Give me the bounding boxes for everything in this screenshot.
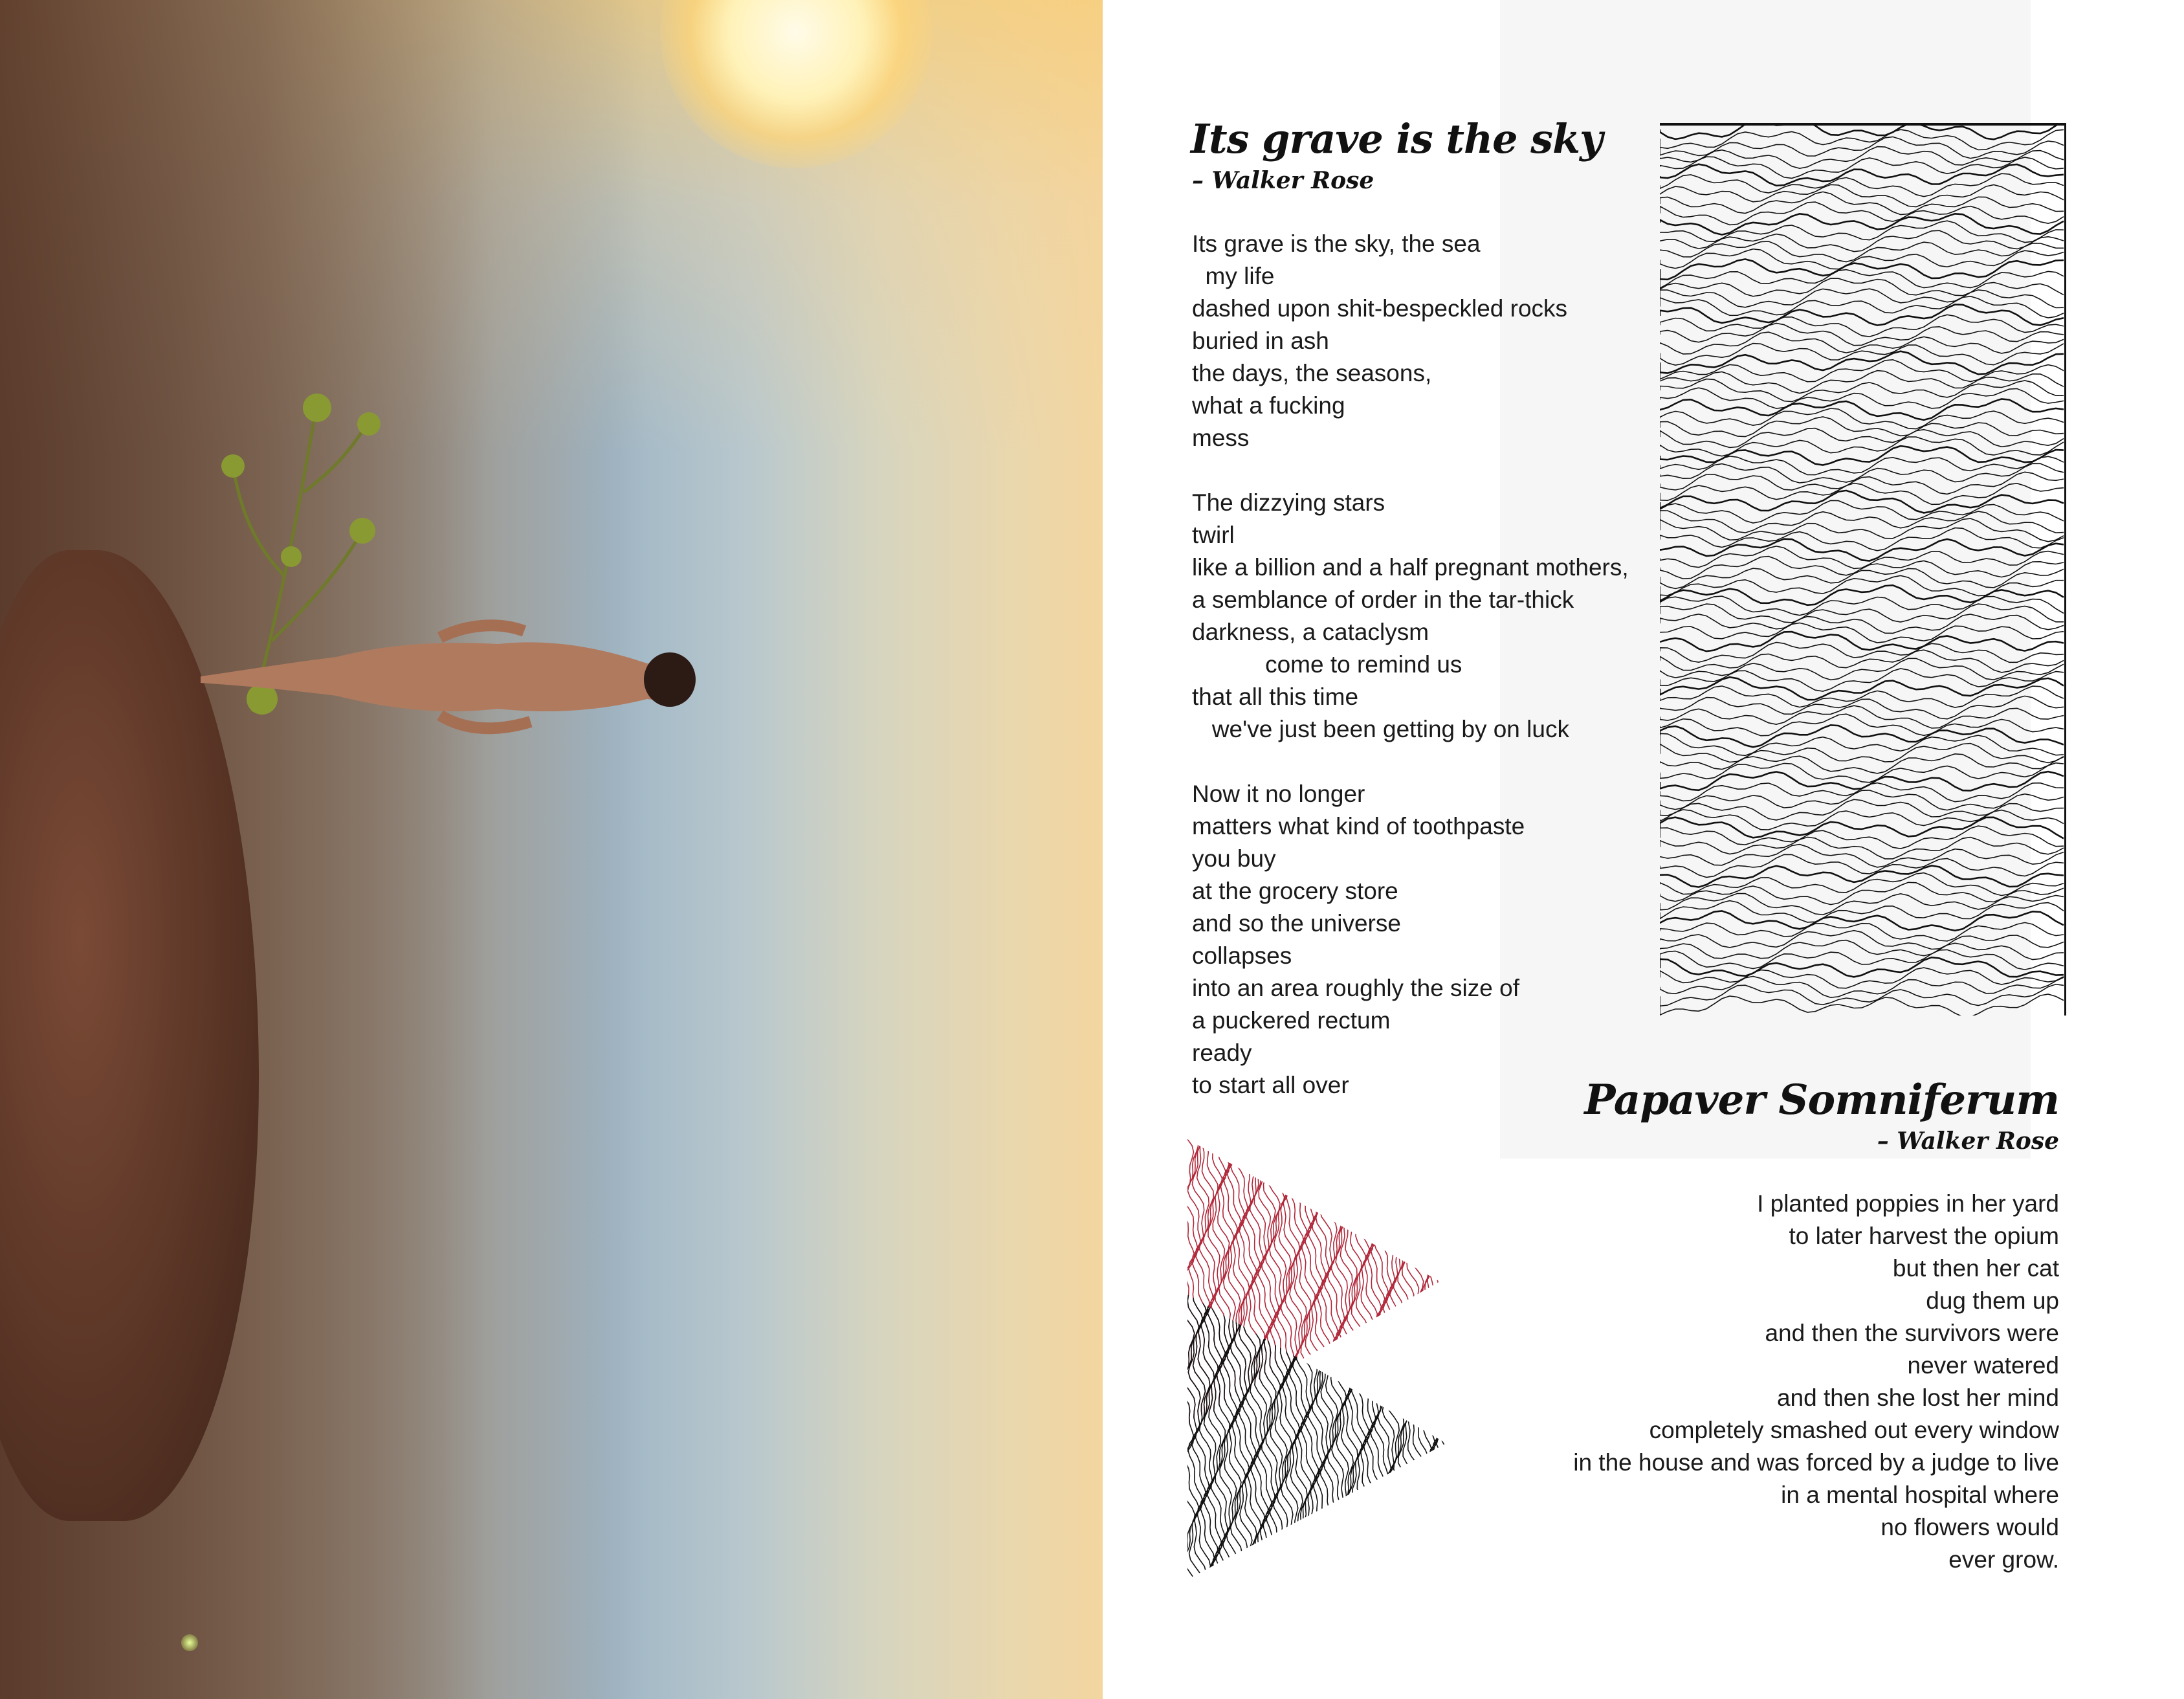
hatch-line [1312,1294,1327,1586]
hatch-line [1444,1139,1459,1424]
poem-line: dug them up [1926,1287,2059,1314]
wave-line [1660,949,2064,970]
hatch-line [1204,1139,1219,1424]
poem-line: in a mental hospital where [1781,1482,2059,1508]
wave-line [1660,643,2064,663]
poem-line: and then the survivors were [1765,1320,2059,1346]
hatch-line [1200,1294,1215,1586]
hatch-line [1448,1139,1459,1424]
wave-line [1660,810,2064,830]
wave-line [1660,614,2064,634]
poem-line: collapses [1192,942,1292,969]
poem-byline: – Walker Rose [1877,1127,2059,1155]
poem-line: at the grocery store [1192,878,1398,904]
wave-line [1660,296,2064,318]
poem-line: dashed upon shit-bespeckled rocks [1192,295,1568,322]
wave-line [1660,463,2064,483]
poem-title: Its grave is the sky [1191,115,1603,162]
hatch-line [1413,1294,1428,1586]
wave-line [1660,686,2064,707]
poem-line: Now it no longer [1192,781,1365,807]
hatch-line [1215,1139,1230,1424]
hatch-line [1437,1139,1451,1424]
poem-line: The dizzying stars [1192,489,1385,516]
hatch-line [1405,1294,1419,1586]
wave-line [1660,214,2064,234]
hatch-line [1433,1139,1448,1424]
poem-title: Papaver Somniferum [1584,1076,2059,1124]
hatch-line [1374,1294,1389,1586]
wave-line [1660,278,2064,296]
hatch-line [1204,1294,1219,1586]
standing-figure [194,618,699,735]
poem-line: a puckered rectum [1192,1007,1391,1034]
hatch-line [1289,1139,1304,1424]
hatch-line [1382,1294,1397,1586]
hatch-line [1327,1139,1343,1424]
hatch-line [1366,1139,1382,1424]
poem-line: and then she lost her mind [1776,1384,2059,1411]
poem-byline: – Walker Rose [1192,167,1374,194]
poem-line: ever grow. [1948,1546,2059,1573]
wave-line [1660,984,2064,1006]
hatch-line [1362,1139,1377,1424]
poem-line: but then her cat [1892,1255,2059,1282]
hatch-line [1331,1139,1347,1424]
wave-line [1660,957,2064,977]
wave-line [1660,763,2064,783]
poem-line: the days, the seasons, [1192,360,1432,386]
hatch-line [1219,1139,1234,1424]
wave-line [1660,596,2064,616]
wave-line [1660,456,2064,475]
hatch-line [1230,1139,1245,1424]
poem-line: into an area roughly the size of [1192,975,1519,1001]
wave-line [1660,744,2064,763]
wave-line [1660,882,2064,904]
poem-line: like a billion and a half pregnant mothers, [1192,554,1629,581]
poem-line: matters what kind of toothpaste [1192,813,1525,839]
wave-line [1660,705,2064,728]
wave-line [1660,344,2064,366]
poem-line: I planted poppies in her yard [1757,1190,2059,1217]
poem-line: darkness, a cataclysm [1192,619,1429,645]
poem-line: and so the universe [1192,910,1401,937]
hatch-line [1339,1294,1354,1586]
poem-body [1477,1188,2059,1576]
hatch-line [1343,1294,1358,1586]
hatch-line [1301,1139,1315,1424]
poem-line: that all this time [1192,683,1359,710]
wave-line [1660,539,2064,561]
hatch-line [1402,1139,1417,1424]
hatch-line [1277,1294,1292,1586]
poem-line: no flowers would [1881,1514,2059,1540]
wave-line [1660,940,2064,960]
hatch-line [1235,1294,1250,1586]
lens-flare [181,1634,198,1651]
poem-line: you buy [1192,845,1276,872]
triangle-illustration [1187,1139,1459,1586]
hatch-line [1285,1294,1300,1586]
wave-line [1660,399,2064,419]
hatch-line [1374,1139,1389,1424]
poem-line: Its grave is the sky, the sea [1192,230,1481,257]
hatch-line [1409,1294,1424,1586]
wave-line [1660,192,2064,214]
hatch-line [1390,1139,1405,1424]
hatch-line [1398,1139,1412,1424]
wave-line [1660,173,2064,197]
hatch-line [1428,1139,1443,1424]
hatch-line [1417,1294,1432,1586]
hatch-line [1301,1294,1315,1586]
wave-line [1660,623,2064,643]
wave-line [1660,817,2064,839]
wave-line [1660,500,2064,523]
poem-line: ready [1192,1039,1252,1066]
hatch-line [1370,1294,1385,1586]
poem-line: come to remind us [1192,651,1462,678]
wave-line [1660,371,2064,394]
wave-line [1660,324,2064,346]
hatch-line [1297,1139,1311,1424]
wave-line [1660,241,2064,262]
hatch-line [1270,1139,1285,1424]
hatch-line [1448,1294,1459,1586]
hatch-line [1234,1139,1250,1424]
poem-line: buried in ash [1192,328,1329,354]
wave-line [1660,483,2064,505]
hatch-line [1405,1139,1420,1424]
hatch-line [1358,1294,1373,1586]
hatch-line [1398,1294,1412,1586]
poem-line [1192,454,1684,487]
hatch-line [1420,1139,1436,1424]
poem-line: in the house and was forced by a judge to live [1573,1449,2059,1476]
hatch-line [1371,1139,1385,1424]
hatch-line [1230,1294,1246,1586]
hatch-line [1440,1294,1455,1586]
hatch-line [1261,1139,1275,1424]
poem-line: twirl [1192,522,1235,548]
poem-line: what a fucking [1192,392,1345,419]
hatch-line [1192,1139,1207,1424]
poem-line: a semblance of order in the tar-thick [1192,586,1574,613]
poem-line: we've just been getting by on luck [1192,716,1569,742]
poem-line [1192,746,1684,778]
hatch-line [1226,1139,1242,1424]
poem-line: my life [1192,263,1275,289]
hatch-line [1378,1294,1393,1586]
poem-line: to start all over [1192,1072,1349,1098]
hatch-line [1347,1294,1362,1586]
wave-line [1660,388,2064,408]
wave-line [1660,725,2064,747]
hatch-line [1417,1139,1433,1424]
hatch-line [1351,1294,1366,1586]
wave-line [1660,854,2064,877]
poem-line: completely smashed out every window [1649,1417,2059,1443]
wave-line [1660,408,2064,429]
poem-line: mess [1192,425,1250,451]
poem-line: to later harvest the opium [1789,1223,2059,1249]
wave-line [1660,994,2064,1016]
hatch-line [1444,1294,1459,1586]
line-art-illustration [1660,123,2066,1016]
wave-line [1660,845,2064,867]
wave-line [1660,126,2064,139]
hatch-line [1195,1294,1211,1586]
hatch-line [1208,1139,1222,1424]
hatch-line [1440,1139,1455,1424]
hatch-line [1378,1139,1393,1424]
poem-line: never watered [1907,1352,2059,1379]
hatch-line [1219,1294,1234,1586]
hatch-line [1363,1294,1378,1586]
poem-body [1192,228,1684,1102]
hatch-line [1436,1294,1451,1586]
